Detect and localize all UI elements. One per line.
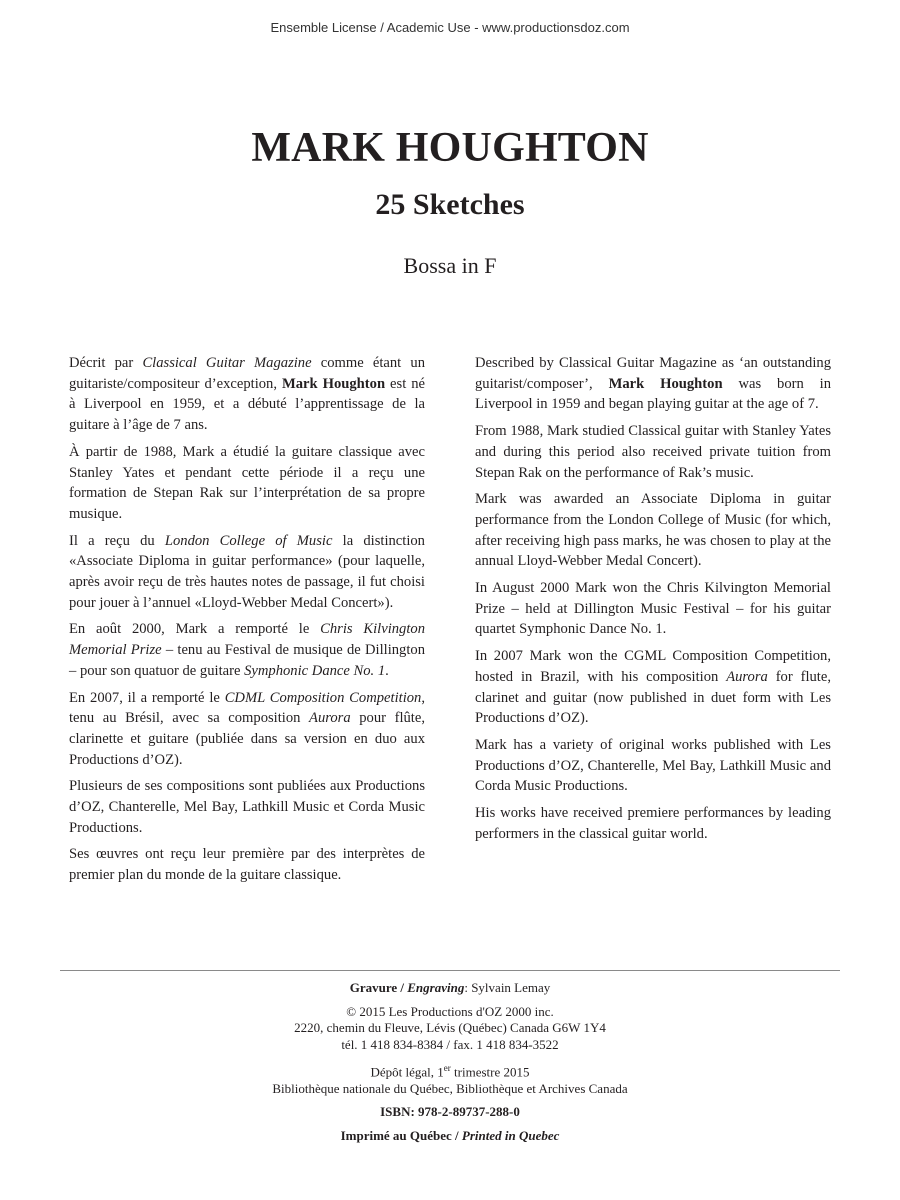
text-run: comme étant un guitariste/compositeur d’exception, [69, 355, 425, 392]
engraving-label-en: Engraving [407, 980, 465, 995]
piece-title: Bossa in F [403, 253, 497, 278]
text-run: la distinction «Associate Diploma in guitar performance» (pour laquelle, après avoir reçu de très hautes notes de passage, il fut choisi pour jouer à l’annuel «Lloyd-Webber Medal Concert»). [69, 532, 425, 611]
text-run: trimestre 2015 [450, 1064, 530, 1080]
separator: : [464, 980, 472, 995]
printed-en: Printed in Quebec [461, 1127, 560, 1143]
prize-name: Chris Kilvington Memorial Prize [69, 621, 425, 659]
work-title: Symphonic Dance No. 1 [244, 662, 386, 679]
bio-fr-paragraph-3 [69, 531, 425, 614]
bio-en-paragraph-6: Mark has a variety of original works published with Les Productions d’OZ, Chanterelle, Mel Bay, Lathkill Music and Corda Music Productions. [475, 736, 831, 795]
work-title: Aurora [309, 710, 351, 727]
text-run: Described by Classical Guitar Magazine as ‘an outstanding guitarist/composer’, [475, 355, 831, 392]
text-run: est né à Liverpool en 1959, et a débuté l’apprentissage de la guitare à l’âge de 7 ans. [69, 375, 425, 434]
footer-divider [60, 970, 840, 971]
isbn-text: ISBN: 978-2-89737-288-0 [380, 1104, 520, 1120]
text-run: Dépôt légal, 1 [370, 1064, 444, 1080]
text-run: . [385, 662, 389, 679]
text-run: In 2007 Mark won the CGML Composition Competition, hosted in Brazil, with his composition [475, 648, 831, 685]
publisher-address: 2220, chemin du Fleuve, Lévis (Québec) Canada G6W 1Y4 [294, 1020, 606, 1035]
ordinal-suffix: er [443, 1063, 451, 1073]
copyright-line: © 2015 Les Productions d'OZ 2000 inc. [346, 1003, 554, 1019]
magazine-name: Classical Guitar Magazine [142, 355, 312, 371]
work-title: Aurora [726, 668, 768, 685]
composer-name-bold: Mark Houghton [281, 375, 386, 392]
text-run: pour flûte, clarinette et guitare (publiée dans sa version en duo aux Productions d’OZ). [69, 710, 425, 768]
text-run: Décrit par [69, 355, 143, 371]
text-run: En 2007, il a remporté le [69, 689, 225, 706]
bio-en-paragraph-1 [475, 353, 831, 415]
composer-name: MARK HOUGHTON [251, 125, 649, 171]
text-run: Il a reçu du [69, 532, 165, 549]
printed-fr: Imprimé au Québec / [340, 1127, 462, 1143]
bio-en-paragraph-4: In August 2000 Mark won the Chris Kilvington Memorial Prize – held at Dillington Music Festival – for his guitar quartet Symphonic Dance No. 1. [475, 580, 831, 638]
engraving-label-fr: Gravure / [349, 980, 408, 995]
biography-french [69, 353, 425, 892]
composer-name-bold: Mark Houghton [608, 375, 723, 392]
text-run: – tenu au Festival de musique de Dillington – pour son quatuor de guitare [69, 642, 425, 679]
bio-fr-paragraph-1 [69, 353, 425, 436]
legal-deposit [0, 1060, 900, 1081]
bio-fr-paragraph-4 [69, 619, 425, 681]
text-run: , tenu au Brésil, avec sa composition [69, 689, 425, 727]
isbn [0, 1104, 900, 1121]
bio-en-paragraph-3: Mark was awarded an Associate Diploma in guitar performance from the London College of Music (for which, after receiving high pass marks, he was chosen to play at the annual Lloyd-Webber Medal Concert). [475, 491, 831, 570]
printed-in [0, 1128, 900, 1145]
college-name: London College of Music [164, 532, 333, 549]
library-line: Bibliothèque nationale du Québec, Bibliothèque et Archives Canada [272, 1080, 628, 1096]
bio-fr-paragraph-5 [69, 688, 425, 771]
engraver-name: Sylvain Lemay [471, 980, 551, 995]
bio-en-paragraph-5 [475, 646, 831, 729]
colophon [0, 980, 900, 1144]
bio-fr-paragraph-2: À partir de 1988, Mark a étudié la guitare classique avec Stanley Yates et pendant cette période il a reçu une formation de Stepan Rak sur l’interprétation de sa propre musique. [69, 443, 425, 522]
bio-en-paragraph-2: From 1988, Mark studied Classical guitar with Stanley Yates and during this period also received private tuition from Stepan Rak on the performance of Rak’s music. [475, 423, 831, 481]
bio-en-paragraph-7: His works have received premiere performances by leading performers in the classical guitar world. [475, 805, 831, 842]
bio-fr-paragraph-7: Ses œuvres ont reçu leur première par des interprètes de premier plan du monde de la guitare classique. [69, 846, 425, 884]
competition-name: CDML Composition Competition [224, 689, 422, 706]
biography-english [475, 353, 831, 850]
text-run: En août 2000, Mark a remporté le [69, 621, 321, 638]
collection-title: 25 Sketches [375, 188, 525, 221]
text-run: was born in Liverpool in 1959 and began playing guitar at the age of 7. [475, 375, 831, 413]
text-run: for flute, clarinet and guitar (now published in duet form with Les Productions d’OZ). [475, 668, 831, 727]
license-header: Ensemble License / Academic Use - www.productionsdoz.com [270, 20, 630, 35]
engraving-credit [0, 980, 900, 997]
bio-fr-paragraph-6: Plusieurs de ses compositions sont publiées aux Productions d’OZ, Chanterelle, Mel Bay, Lathkill Music et Corda Music Productions. [69, 778, 425, 836]
publisher-phone: tél. 1 418 834-8384 / fax. 1 418 834-3522 [341, 1036, 559, 1052]
